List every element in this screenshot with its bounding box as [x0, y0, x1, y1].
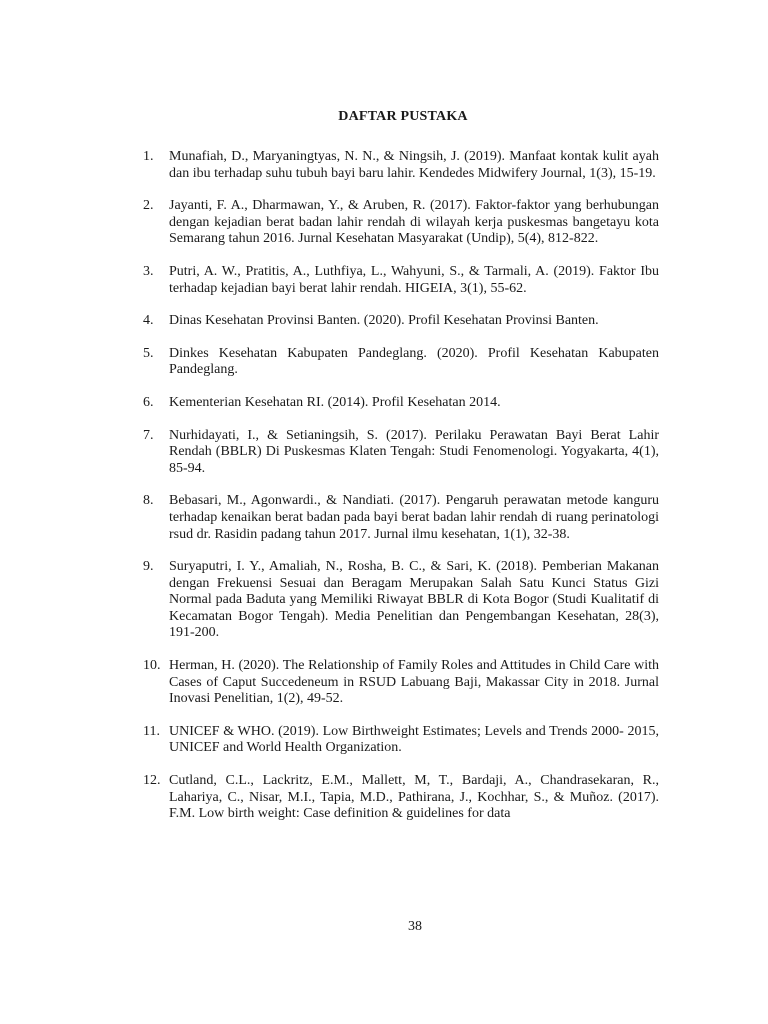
- reference-item: [143, 724, 659, 757]
- reference-item: [143, 346, 659, 379]
- reference-text: UNICEF & WHO. (2019). Low Birthweight Estimates; Levels and Trends 2000- 2015, UNICEF and World Health Organization.: [169, 723, 659, 756]
- reference-number: 2.: [143, 198, 154, 214]
- page-number: 38: [408, 919, 422, 934]
- page-title: DAFTAR PUSTAKA: [338, 109, 468, 124]
- reference-text: Cutland, C.L., Lackritz, E.M., Mallett, M, T., Bardaji, A., Chandrasekaran, R., Lahariya, C., Nisar, M.I., Tapia, M.D., Pathirana, J., Kochhar, S., & Muñoz. (2017). F.M. Low birth weight: Case definition & guidelines for data: [169, 773, 659, 822]
- reference-text: Putri, A. W., Pratitis, A., Luthfiya, L., Wahyuni, S., & Tarmali, A. (2019). Faktor Ibu terhadap kejadian bayi berat lahir rendah. HIGEIA, 3(1), 55-62.: [169, 263, 659, 296]
- reference-list: [143, 149, 659, 839]
- reference-item: [143, 264, 659, 297]
- reference-number: 7.: [143, 427, 154, 443]
- reference-number: 5.: [143, 345, 154, 361]
- reference-number: 4.: [143, 313, 154, 329]
- reference-number: 9.: [143, 559, 154, 575]
- reference-number: 8.: [143, 493, 154, 509]
- reference-text: Dinkes Kesehatan Kabupaten Pandeglang. (2020). Profil Kesehatan Kabupaten Pandeglang.: [169, 345, 659, 378]
- reference-item: [143, 428, 659, 478]
- reference-number: 10.: [143, 658, 161, 674]
- reference-item: [143, 658, 659, 708]
- reference-text: Dinas Kesehatan Provinsi Banten. (2020). Profil Kesehatan Provinsi Banten.: [169, 313, 599, 329]
- reference-number: 6.: [143, 394, 154, 410]
- reference-item: [143, 395, 659, 412]
- reference-number: 3.: [143, 263, 154, 279]
- reference-item: [143, 493, 659, 543]
- reference-text: Kementerian Kesehatan RI. (2014). Profil Kesehatan 2014.: [169, 394, 501, 410]
- reference-text: Bebasari, M., Agonwardi., & Nandiati. (2017). Pengaruh perawatan metode kanguru terhadap kenaikan berat badan pada bayi berat badan lahir rendah di ruang perinatologi rsud dr. Rasidin padang tahun 2017. Jurnal ilmu kesehatan, 1(1), 32-38.: [169, 493, 659, 542]
- reference-number: 11.: [143, 723, 160, 739]
- reference-text: Nurhidayati, I., & Setianingsih, S. (2017). Perilaku Perawatan Bayi Berat Lahir Rendah (BBLR) Di Puskesmas Klaten Tengah: Studi Fenomenologi. Yogyakarta, 4(1), 85-94.: [169, 427, 659, 476]
- reference-number: 12.: [143, 773, 161, 789]
- reference-text: Jayanti, F. A., Dharmawan, Y., & Aruben, R. (2017). Faktor-faktor yang berhubungan dengan kejadian berat badan lahir rendah di wilayah kerja puskesmas bangetayu kota Semarang tahun 2016. Jurnal Kesehatan Masyarakat (Undip), 5(4), 812-822.: [169, 198, 659, 247]
- reference-item: [143, 313, 659, 330]
- reference-text: Suryaputri, I. Y., Amaliah, N., Rosha, B. C., & Sari, K. (2018). Pemberian Makanan dengan Frekuensi Sesuai dan Beragam Merupakan Salah Satu Kunci Status Gizi Normal pada Baduta yang Memiliki Riwayat BBLR di Kota Bogor (Studi Kualitatif di Kecamatan Bogor Tengah). Media Penelitian dan Pengembangan Kesehatan, 28(3), 191-200.: [169, 559, 659, 641]
- reference-item: [143, 198, 659, 248]
- reference-item: [143, 149, 659, 182]
- reference-number: 1.: [143, 149, 154, 164]
- reference-item: [143, 559, 659, 642]
- reference-text: Munafiah, D., Maryaningtyas, N. N., & Ningsih, J. (2019). Manfaat kontak kulit ayah dan ibu terhadap suhu tubuh bayi baru lahir. Kendedes Midwifery Journal, 1(3), 15-19.: [169, 149, 659, 181]
- reference-text: Herman, H. (2020). The Relationship of Family Roles and Attitudes in Child Care with Cases of Caput Succedeneum in RSUD Labuang Baji, Makassar City in 2018. Jurnal Inovasi Penelitian, 1(2), 49-52.: [169, 658, 659, 707]
- reference-item: [143, 773, 659, 823]
